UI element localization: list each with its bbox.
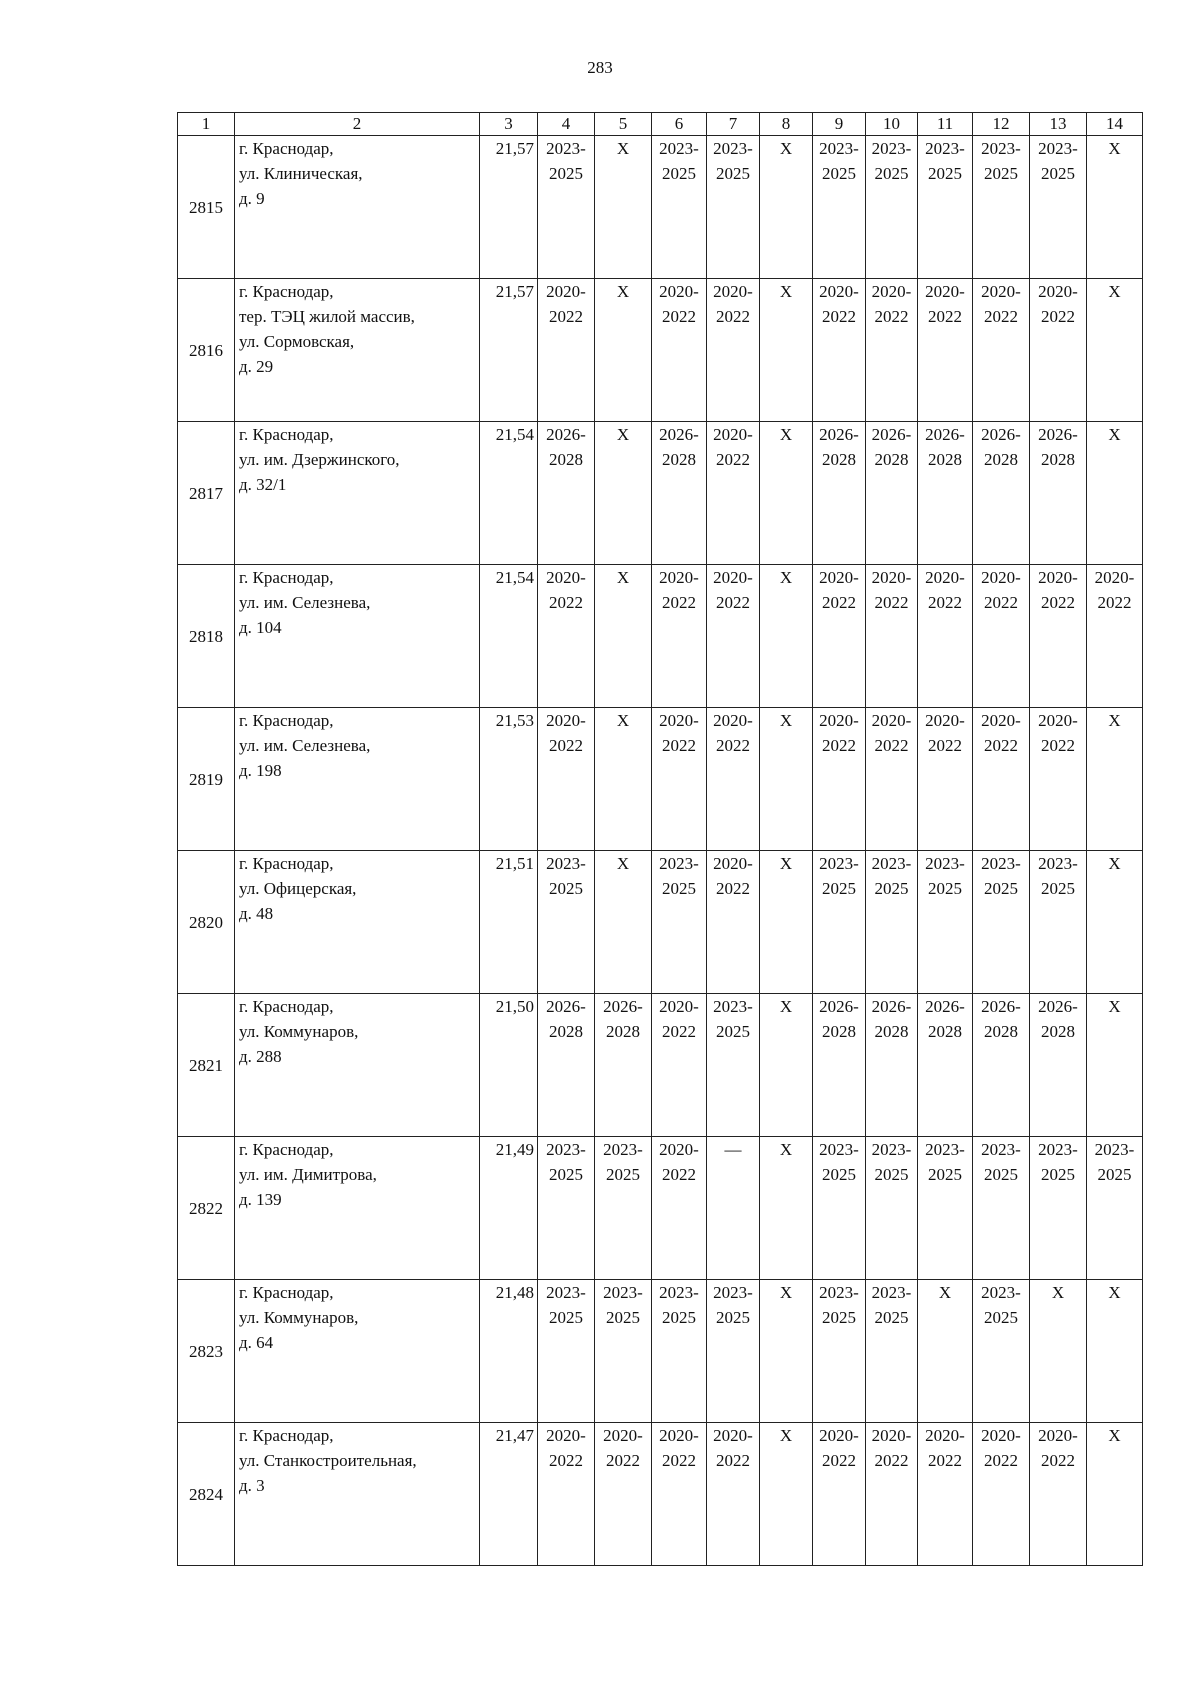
period-cell: 2020- 2022 — [866, 708, 918, 851]
period-cell: X — [760, 708, 813, 851]
table-row — [178, 565, 1143, 708]
period-cell: 2020- 2022 — [813, 565, 866, 708]
address-cell — [235, 565, 480, 708]
table-row — [178, 279, 1143, 422]
period-cell: 2023- 2025 — [538, 851, 595, 994]
period-cell: X — [595, 708, 652, 851]
column-header: 13 — [1030, 113, 1087, 136]
address-line: г. Краснодар, — [239, 139, 334, 158]
period-cell: 2023- 2025 — [1087, 1137, 1143, 1280]
period-cell: X — [760, 994, 813, 1137]
table-row — [178, 994, 1143, 1137]
period-cell: 2020- 2022 — [973, 279, 1030, 422]
period-cell: 2020- 2022 — [707, 851, 760, 994]
value-cell: 21,57 — [480, 136, 538, 279]
period-cell: X — [1087, 1280, 1143, 1423]
address-line: г. Краснодар, — [239, 568, 334, 587]
period-cell: 2023- 2025 — [918, 851, 973, 994]
period-cell: 2020- 2022 — [1030, 279, 1087, 422]
address-line: г. Краснодар, — [239, 854, 334, 873]
value-cell: 21,54 — [480, 422, 538, 565]
period-cell: 2023- 2025 — [866, 1280, 918, 1423]
period-cell: X — [1087, 994, 1143, 1137]
period-cell: 2020- 2022 — [707, 422, 760, 565]
period-cell: 2023- 2025 — [813, 1137, 866, 1280]
address-line: ул. Офицерская, — [239, 879, 357, 898]
address-line: д. 32/1 — [239, 475, 287, 494]
period-cell: 2023- 2025 — [973, 1137, 1030, 1280]
period-cell: 2020- 2022 — [1030, 565, 1087, 708]
column-header: 10 — [866, 113, 918, 136]
period-cell: X — [595, 565, 652, 708]
table-row — [178, 422, 1143, 565]
address-line: д. 9 — [239, 189, 265, 208]
period-cell: X — [1087, 422, 1143, 565]
period-cell: 2026- 2028 — [595, 994, 652, 1137]
period-cell: 2026- 2028 — [973, 422, 1030, 565]
period-cell: 2020- 2022 — [866, 1423, 918, 1566]
address-cell — [235, 708, 480, 851]
period-cell: 2026- 2028 — [813, 422, 866, 565]
address-line: г. Краснодар, — [239, 711, 334, 730]
period-cell: X — [760, 422, 813, 565]
address-line: д. 3 — [239, 1476, 265, 1495]
column-header: 6 — [652, 113, 707, 136]
page-number: 283 — [587, 58, 613, 77]
table-row — [178, 708, 1143, 851]
table-row — [178, 1137, 1143, 1280]
column-header: 9 — [813, 113, 866, 136]
address-line: д. 29 — [239, 357, 274, 376]
value-cell: 21,47 — [480, 1423, 538, 1566]
period-cell: 2026- 2028 — [918, 994, 973, 1137]
period-cell: 2020- 2022 — [707, 708, 760, 851]
address-line: ул. им. Димитрова, — [239, 1165, 377, 1184]
period-cell: 2023- 2025 — [813, 851, 866, 994]
period-cell: 2020- 2022 — [538, 1423, 595, 1566]
period-cell: 2023- 2025 — [973, 851, 1030, 994]
value-cell: 21,49 — [480, 1137, 538, 1280]
address-line: ул. Станкостроительная, — [239, 1451, 417, 1470]
table-header-row — [178, 113, 1143, 136]
address-line: ул. им. Селезнева, — [239, 593, 371, 612]
period-cell: 2023- 2025 — [595, 1137, 652, 1280]
period-cell: 2020- 2022 — [973, 1423, 1030, 1566]
address-line: г. Краснодар, — [239, 1283, 334, 1302]
period-cell: 2023- 2025 — [652, 1280, 707, 1423]
period-cell: 2020- 2022 — [538, 279, 595, 422]
row-number: 2816 — [178, 279, 235, 422]
period-cell: X — [1030, 1280, 1087, 1423]
period-cell: 2026- 2028 — [813, 994, 866, 1137]
period-cell: X — [760, 851, 813, 994]
table-row — [178, 1423, 1143, 1566]
period-cell: 2026- 2028 — [652, 422, 707, 565]
period-cell: X — [595, 851, 652, 994]
period-cell: — — [707, 1137, 760, 1280]
period-cell: X — [760, 565, 813, 708]
period-cell: 2026- 2028 — [866, 422, 918, 565]
period-cell: 2020- 2022 — [973, 708, 1030, 851]
value-cell: 21,51 — [480, 851, 538, 994]
period-cell: 2023- 2025 — [595, 1280, 652, 1423]
period-cell: 2026- 2028 — [918, 422, 973, 565]
period-cell: 2023- 2025 — [707, 1280, 760, 1423]
column-header: 3 — [480, 113, 538, 136]
column-header: 2 — [235, 113, 480, 136]
table-row — [178, 851, 1143, 994]
period-cell: 2023- 2025 — [1030, 1137, 1087, 1280]
period-cell: 2023- 2025 — [866, 851, 918, 994]
row-number: 2817 — [178, 422, 235, 565]
period-cell: 2023- 2025 — [1030, 851, 1087, 994]
address-cell — [235, 1280, 480, 1423]
period-cell: 2020- 2022 — [973, 565, 1030, 708]
period-cell: 2020- 2022 — [918, 708, 973, 851]
period-cell: 2023- 2025 — [918, 1137, 973, 1280]
period-cell: 2020- 2022 — [918, 279, 973, 422]
period-cell: 2020- 2022 — [707, 1423, 760, 1566]
period-cell: 2020- 2022 — [918, 1423, 973, 1566]
address-line: г. Краснодар, — [239, 282, 334, 301]
address-line: г. Краснодар, — [239, 425, 334, 444]
period-cell: 2020- 2022 — [652, 994, 707, 1137]
period-cell: 2026- 2028 — [1030, 994, 1087, 1137]
column-header: 11 — [918, 113, 973, 136]
registry-table-body — [178, 113, 1143, 1566]
period-cell: X — [1087, 708, 1143, 851]
column-header: 12 — [973, 113, 1030, 136]
table-row — [178, 1280, 1143, 1423]
address-cell — [235, 994, 480, 1137]
period-cell: X — [1087, 136, 1143, 279]
period-cell: 2020- 2022 — [1030, 708, 1087, 851]
period-cell: X — [760, 136, 813, 279]
column-header: 4 — [538, 113, 595, 136]
address-line: д. 139 — [239, 1190, 282, 1209]
column-header: 8 — [760, 113, 813, 136]
period-cell: 2026- 2028 — [538, 994, 595, 1137]
period-cell: 2026- 2028 — [538, 422, 595, 565]
address-line: г. Краснодар, — [239, 1140, 334, 1159]
period-cell: 2020- 2022 — [866, 565, 918, 708]
period-cell: 2020- 2022 — [652, 1423, 707, 1566]
address-line: д. 198 — [239, 761, 282, 780]
row-number: 2815 — [178, 136, 235, 279]
column-header: 14 — [1087, 113, 1143, 136]
row-number: 2818 — [178, 565, 235, 708]
value-cell: 21,57 — [480, 279, 538, 422]
period-cell: 2020- 2022 — [813, 708, 866, 851]
period-cell: 2023- 2025 — [538, 1280, 595, 1423]
period-cell: 2023- 2025 — [652, 851, 707, 994]
period-cell: 2020- 2022 — [707, 565, 760, 708]
address-line: г. Краснодар, — [239, 997, 334, 1016]
period-cell: 2023- 2025 — [707, 136, 760, 279]
period-cell: 2020- 2022 — [538, 565, 595, 708]
address-line: ул. им. Селезнева, — [239, 736, 371, 755]
period-cell: X — [918, 1280, 973, 1423]
period-cell: 2026- 2028 — [866, 994, 918, 1137]
address-line: г. Краснодар, — [239, 1426, 334, 1445]
registry-table — [177, 112, 1143, 1566]
period-cell: 2023- 2025 — [866, 1137, 918, 1280]
period-cell: X — [595, 279, 652, 422]
period-cell: X — [1087, 1423, 1143, 1566]
period-cell: 2023- 2025 — [918, 136, 973, 279]
period-cell: 2020- 2022 — [918, 565, 973, 708]
address-line: тер. ТЭЦ жилой массив, — [239, 307, 415, 326]
period-cell: X — [595, 422, 652, 565]
period-cell: 2020- 2022 — [652, 565, 707, 708]
period-cell: 2020- 2022 — [707, 279, 760, 422]
period-cell: X — [760, 1423, 813, 1566]
row-number: 2824 — [178, 1423, 235, 1566]
period-cell: 2020- 2022 — [652, 1137, 707, 1280]
table-row — [178, 136, 1143, 279]
row-number: 2823 — [178, 1280, 235, 1423]
column-header: 7 — [707, 113, 760, 136]
period-cell: 2020- 2022 — [813, 1423, 866, 1566]
period-cell: 2020- 2022 — [813, 279, 866, 422]
value-cell: 21,54 — [480, 565, 538, 708]
period-cell: 2020- 2022 — [652, 279, 707, 422]
row-number: 2819 — [178, 708, 235, 851]
period-cell: 2020- 2022 — [1087, 565, 1143, 708]
address-line: ул. Коммунаров, — [239, 1308, 359, 1327]
address-line: д. 104 — [239, 618, 282, 637]
value-cell: 21,53 — [480, 708, 538, 851]
column-header: 1 — [178, 113, 235, 136]
period-cell: 2023- 2025 — [973, 136, 1030, 279]
address-cell — [235, 136, 480, 279]
address-cell — [235, 279, 480, 422]
address-line: ул. им. Дзержинского, — [239, 450, 400, 469]
period-cell: 2020- 2022 — [538, 708, 595, 851]
period-cell: 2020- 2022 — [595, 1423, 652, 1566]
period-cell: 2023- 2025 — [973, 1280, 1030, 1423]
period-cell: 2020- 2022 — [1030, 1423, 1087, 1566]
address-cell — [235, 422, 480, 565]
address-line: ул. Клиническая, — [239, 164, 363, 183]
address-cell — [235, 851, 480, 994]
address-line: д. 48 — [239, 904, 274, 923]
period-cell: 2026- 2028 — [1030, 422, 1087, 565]
period-cell: 2023- 2025 — [1030, 136, 1087, 279]
address-line: д. 288 — [239, 1047, 282, 1066]
value-cell: 21,50 — [480, 994, 538, 1137]
column-header: 5 — [595, 113, 652, 136]
address-line: д. 64 — [239, 1333, 274, 1352]
period-cell: 2020- 2022 — [866, 279, 918, 422]
period-cell: X — [760, 279, 813, 422]
period-cell: 2023- 2025 — [813, 1280, 866, 1423]
period-cell: X — [1087, 851, 1143, 994]
address-line: ул. Коммунаров, — [239, 1022, 359, 1041]
period-cell: 2023- 2025 — [538, 1137, 595, 1280]
period-cell: 2023- 2025 — [707, 994, 760, 1137]
row-number: 2822 — [178, 1137, 235, 1280]
period-cell: X — [760, 1137, 813, 1280]
period-cell: 2023- 2025 — [538, 136, 595, 279]
period-cell: X — [595, 136, 652, 279]
row-number: 2821 — [178, 994, 235, 1137]
period-cell: X — [1087, 279, 1143, 422]
period-cell: 2023- 2025 — [652, 136, 707, 279]
row-number: 2820 — [178, 851, 235, 994]
address-line: ул. Сормовская, — [239, 332, 355, 351]
period-cell: X — [760, 1280, 813, 1423]
value-cell: 21,48 — [480, 1280, 538, 1423]
address-cell — [235, 1423, 480, 1566]
period-cell: 2023- 2025 — [866, 136, 918, 279]
period-cell: 2023- 2025 — [813, 136, 866, 279]
address-cell — [235, 1137, 480, 1280]
period-cell: 2026- 2028 — [973, 994, 1030, 1137]
period-cell: 2020- 2022 — [652, 708, 707, 851]
